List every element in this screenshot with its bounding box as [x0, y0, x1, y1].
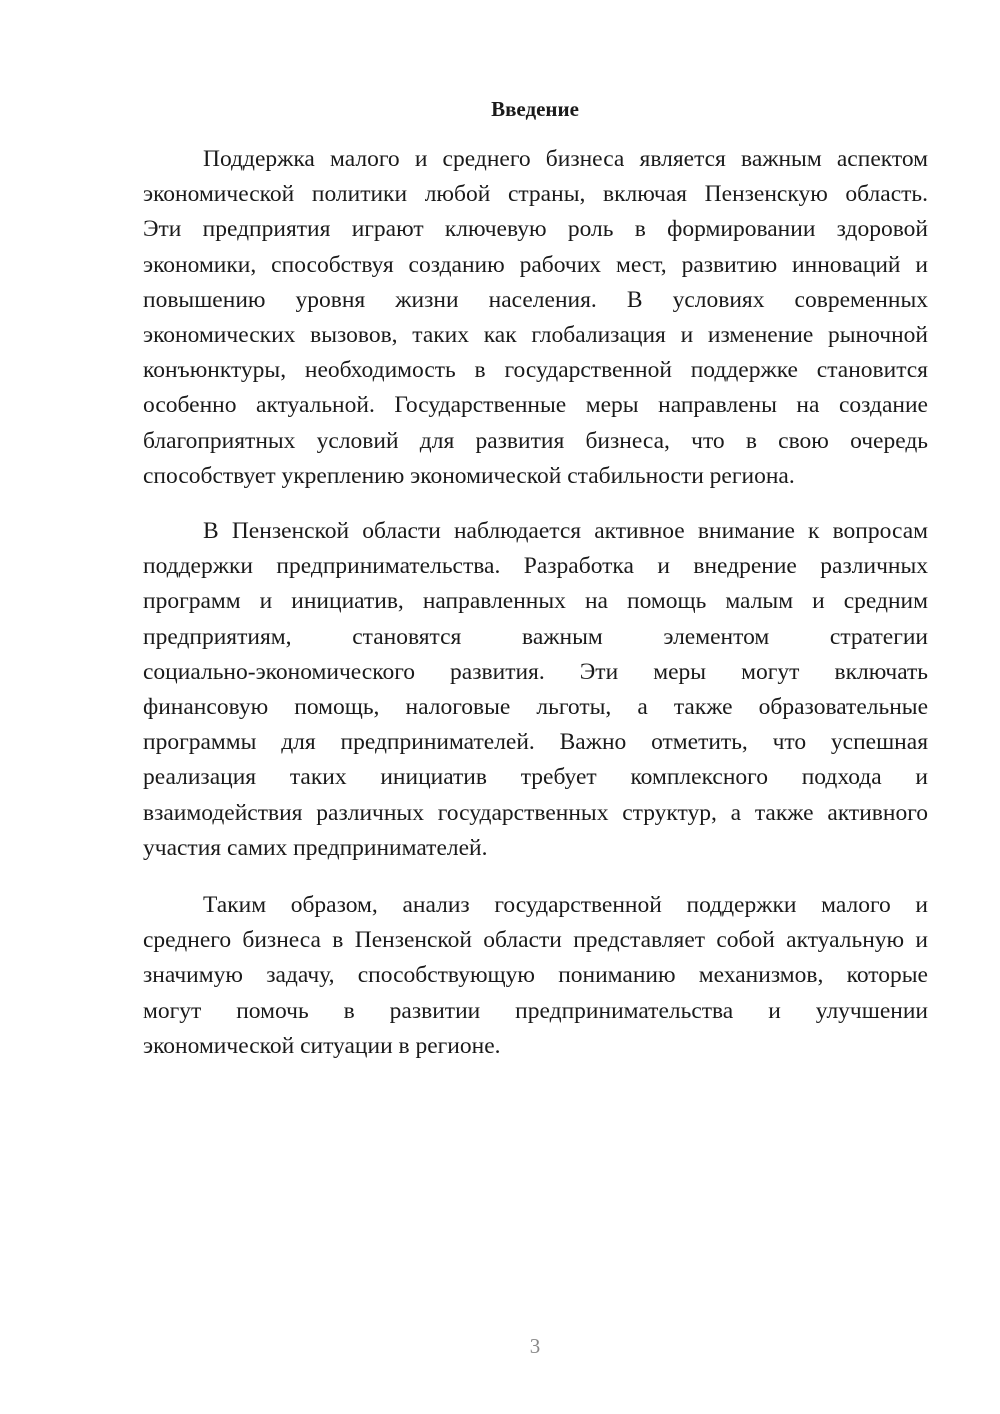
text-line: благоприятных условий для развития бизнеса, что в свою очередь [143, 427, 928, 454]
text-line: способствует укреплению экономической стабильности региона. [143, 462, 795, 489]
text-line: среднего бизнеса в Пензенской области представляет собой актуальную и [143, 927, 928, 954]
text-line: реализация таких инициатив требует комплексного подхода и [143, 764, 928, 791]
text-line: экономики, способствуя созданию рабочих мест, развитию инноваций и [143, 251, 928, 278]
paragraph [143, 142, 928, 494]
text-line: взаимодействия различных государственных структур, а также активного [143, 799, 928, 826]
section-title: Введение [491, 97, 579, 121]
text-line: программы для предпринимателей. Важно отметить, что успешная [143, 729, 928, 756]
text-line: Поддержка малого и среднего бизнеса является важным аспектом [203, 146, 928, 172]
text-line: экономической политики любой страны, включая Пензенскую область. [143, 181, 928, 208]
page-number: 3 [529, 1334, 541, 1358]
paragraph [143, 888, 928, 1064]
paragraph [143, 514, 928, 866]
text-line: Таким образом, анализ государственной поддержки малого и [203, 892, 928, 918]
text-line: Эти предприятия играют ключевую роль в формировании здоровой [143, 216, 928, 243]
text-line: особенно актуальной. Государственные меры направлены на создание [143, 392, 928, 419]
text-line: значимую задачу, способствующую пониманию механизмов, которые [143, 962, 928, 989]
text-line: предприятиям, становятся важным элементом стратегии [143, 623, 928, 650]
text-line: экономической ситуации в регионе. [143, 1032, 501, 1059]
text-line: повышению уровня жизни населения. В условиях современных [143, 286, 928, 313]
text-line: участия самих предпринимателей. [143, 834, 488, 861]
text-line: социально-экономического развития. Эти меры могут включать [143, 658, 928, 685]
text-line: могут помочь в развитии предпринимательства и улучшении [143, 997, 928, 1024]
text-line: конъюнктуры, необходимость в государственной поддержке становится [143, 357, 928, 384]
text-line: В Пензенской области наблюдается активное внимание к вопросам [203, 518, 928, 544]
text-line: поддержки предпринимательства. Разработка и внедрение различных [143, 553, 928, 580]
text-line: программ и инициатив, направленных на помощь малым и средним [143, 588, 928, 615]
text-line: финансовую помощь, налоговые льготы, а также образовательные [143, 693, 928, 720]
text-line: экономических вызовов, таких как глобализация и изменение рыночной [143, 321, 928, 348]
